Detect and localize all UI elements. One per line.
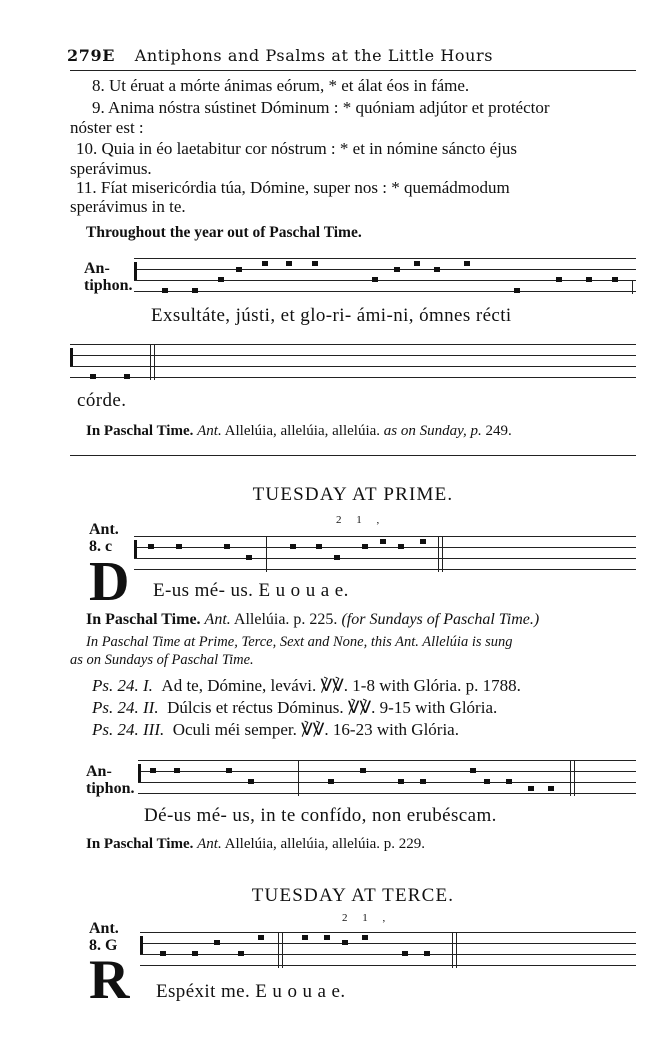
neume xyxy=(414,261,420,266)
neume xyxy=(258,935,264,940)
chant-staff-2 xyxy=(70,344,636,386)
neume xyxy=(402,951,408,956)
chant-staff-prime-2 xyxy=(138,760,636,802)
double-bar xyxy=(438,536,439,572)
neume xyxy=(470,768,476,773)
verse-9-line-1: 9. Anima nóstra sústinet Dóminum : * quóniam adjútor et protéctor xyxy=(92,98,550,117)
f-clef-icon xyxy=(70,348,73,366)
neume xyxy=(424,951,430,956)
neume xyxy=(420,539,426,544)
neume xyxy=(148,544,154,549)
neume xyxy=(302,935,308,940)
running-header xyxy=(67,46,637,65)
neume xyxy=(506,779,512,784)
verse-10-line-2: sperávimus. xyxy=(70,159,152,178)
neume xyxy=(290,544,296,549)
neume xyxy=(548,786,554,791)
neume xyxy=(226,768,232,773)
neume xyxy=(236,267,242,272)
neume xyxy=(324,935,330,940)
verse-11-line-1: 11. Fíat misericórdia túa, Dómine, super nos : * quemádmodum xyxy=(76,178,510,197)
neume xyxy=(556,277,562,282)
page-title: Antiphons and Psalms at the Little Hours xyxy=(134,46,494,65)
neume xyxy=(398,544,404,549)
neume xyxy=(162,288,168,293)
neume xyxy=(124,374,130,379)
prime-paschal-note: In Paschal Time. Ant. Allelúia. p. 225. (for Sundays of Paschal Time.) xyxy=(86,611,540,628)
neume xyxy=(362,935,368,940)
verse-11-line-2: sperávimus in te. xyxy=(70,197,186,216)
psalm-2: Ps. 24. II. Dúlcis et réctus Dóminus. ℣℣. 9-15 with Glória. xyxy=(92,698,498,717)
neume xyxy=(262,261,268,266)
neume xyxy=(224,544,230,549)
neume xyxy=(238,951,244,956)
terce-title: TUESDAY AT TERCE. xyxy=(251,885,455,906)
double-bar xyxy=(456,932,457,968)
lyrics-line-1: Exsultáte, jústi, et glo-ri- ámi-ni, ómnes récti xyxy=(151,305,512,326)
header-rule xyxy=(70,70,636,71)
verse-9-line-2: nóster est : xyxy=(70,118,144,137)
double-bar xyxy=(282,932,283,968)
neume xyxy=(434,267,440,272)
double-bar xyxy=(574,760,575,796)
double-bar xyxy=(442,536,443,572)
neume xyxy=(150,768,156,773)
neume xyxy=(342,940,348,945)
neume xyxy=(248,779,254,784)
neume xyxy=(176,544,182,549)
neume xyxy=(514,288,520,293)
terce-lyrics: Espéxit me. E u o u a e. xyxy=(156,981,346,1002)
neume xyxy=(218,277,224,282)
neume xyxy=(334,555,340,560)
psalm-1: Ps. 24. I. Ad te, Dómine, levávi. ℣℣. 1-8 with Glória. p. 1788. xyxy=(92,676,521,695)
bar xyxy=(266,536,267,572)
psalm-3: Ps. 24. III. Oculi méi semper. ℣℣. 16-23 with Glória. xyxy=(92,720,459,739)
double-bar xyxy=(278,932,279,968)
neume xyxy=(192,951,198,956)
neume xyxy=(586,277,592,282)
neume xyxy=(362,544,368,549)
neume xyxy=(174,768,180,773)
antiphon-label-2: An- tiphon. xyxy=(86,763,135,797)
page-number: 279E xyxy=(67,46,115,65)
double-bar xyxy=(150,344,151,380)
prime-lyrics-2: Dé-us mé- us, in te confído, non erubéscam. xyxy=(144,805,497,826)
neume xyxy=(192,288,198,293)
tone-numbers: 2 1 , xyxy=(336,514,386,526)
neume xyxy=(328,779,334,784)
verse-8: 8. Ut éruat a mórte ánimas eórum, * et álat éos in fáme. xyxy=(92,76,470,95)
prime-lyrics: E-us mé- us. E u o u a e. xyxy=(153,580,349,601)
dropcap-r: R xyxy=(89,949,130,1011)
section-heading: Throughout the year out of Paschal Time. xyxy=(86,224,362,241)
custos xyxy=(632,280,633,294)
neume xyxy=(312,261,318,266)
neume xyxy=(380,539,386,544)
neume xyxy=(394,267,400,272)
bar xyxy=(298,760,299,796)
dropcap-d: D xyxy=(89,551,130,613)
c-clef-icon xyxy=(138,764,141,782)
prime-ant-label: Ant. 8. c xyxy=(89,521,119,555)
c-clef-icon xyxy=(134,540,137,558)
prime-paschal-note-2: In Paschal Time. Ant. Allelúia, allelúia, allelúia. p. 229. xyxy=(86,836,426,852)
c-clef-icon xyxy=(134,262,137,280)
neume xyxy=(360,768,366,773)
paschal-note-1: In Paschal Time. Ant. Allelúia, allelúia, allelúia. as on Sunday, p. 249. xyxy=(86,423,512,439)
neume xyxy=(612,277,618,282)
neume xyxy=(398,779,404,784)
neume xyxy=(484,779,490,784)
verse-10-line-1: 10. Quia in éo laetabitur cor nóstrum : * et in nómine sáncto éjus xyxy=(76,139,517,158)
c-clef-icon xyxy=(140,936,143,954)
terce-ant-label: Ant. 8. G xyxy=(89,920,119,954)
neume xyxy=(214,940,220,945)
double-bar xyxy=(154,344,155,380)
chant-staff-1 xyxy=(134,258,636,300)
prime-note-line-1: In Paschal Time at Prime, Terce, Sext and None, this Ant. Allelúia is sung xyxy=(86,634,513,650)
neume xyxy=(90,374,96,379)
neume xyxy=(246,555,252,560)
tone-numbers: 2 1 , xyxy=(342,912,392,924)
neume xyxy=(372,277,378,282)
antiphon-label: An- tiphon. xyxy=(84,260,133,294)
prime-note-line-2: as on Sundays of Paschal Time. xyxy=(70,652,254,668)
lyrics-line-2: córde. xyxy=(77,390,127,411)
neume xyxy=(528,786,534,791)
prime-title: TUESDAY AT PRIME. xyxy=(252,484,454,505)
neume xyxy=(286,261,292,266)
neume xyxy=(160,951,166,956)
section-rule xyxy=(70,455,636,456)
neume xyxy=(420,779,426,784)
chant-staff-prime xyxy=(134,536,636,578)
double-bar xyxy=(570,760,571,796)
double-bar xyxy=(452,932,453,968)
chant-staff-terce xyxy=(140,932,636,974)
neume xyxy=(464,261,470,266)
neume xyxy=(316,544,322,549)
